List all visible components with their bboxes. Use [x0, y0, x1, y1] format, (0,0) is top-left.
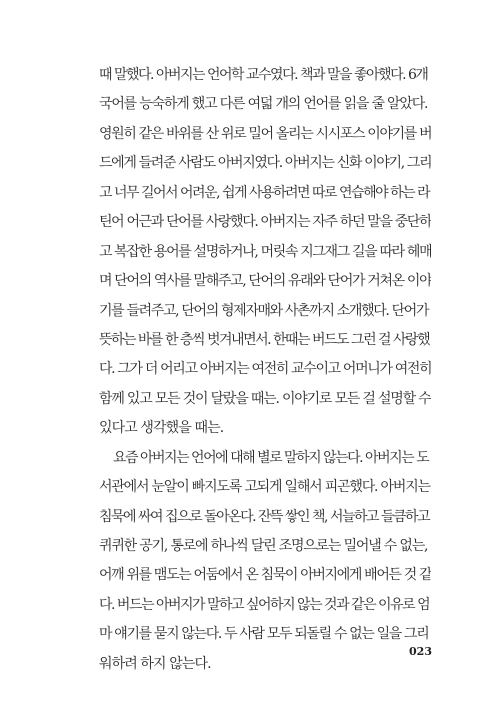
text-line: 함께 있고 모든 것이 달랐을 때는. 이야기로 모든 걸 설명할 수 — [99, 390, 431, 407]
body-text — [99, 61, 431, 679]
text-line: 있다고 생각했을 때는. — [99, 420, 224, 437]
text-line: 요즘 아버지는 언어에 대해 별로 말하지 않는다. 아버지는 도 — [113, 449, 429, 466]
text-line: 틴어 어근과 단어를 사랑했다. 아버지는 자주 하던 말을 중단하 — [99, 214, 431, 231]
text-line: 뜻하는 바를 한 층씩 벗겨내면서. 한때는 버드도 그런 걸 사랑했 — [99, 331, 430, 348]
text-line: 마 얘기를 묻지 않는다. 두 사람 모두 되돌릴 수 없는 일을 그리 — [99, 626, 429, 643]
text-line: 드에게 들려준 사람도 아버지였다. 아버지는 신화 이야기, 그리 — [99, 155, 431, 172]
text-line: 어깨 위를 맴도는 어둠에서 온 침묵이 아버지에게 배어든 것 같 — [99, 567, 431, 584]
text-line: 기를 들려주고, 단어의 형제자매와 사촌까지 소개했다. 단어가 — [99, 302, 429, 319]
text-line: 침묵에 싸여 집으로 돌아온다. 잔뜩 쌓인 책, 서늘하고 들큼하고 — [99, 508, 430, 525]
text-line: 워하려 하지 않는다. — [99, 655, 211, 672]
text-line: 서관에서 눈알이 빠지도록 고되게 일해서 피곤했다. 아버지는 — [99, 479, 430, 496]
text-line: 다. 그가 더 어리고 아버지는 여전히 교수이고 어머니가 여전히 — [99, 361, 431, 378]
text-line: 국어를 능숙하게 했고 다른 여덟 개의 언어를 읽을 줄 알았다. — [99, 96, 428, 113]
text-line: 며 단어의 역사를 말해주고, 단어의 유래와 단어가 거쳐온 이야 — [99, 273, 431, 290]
text-line: 영원히 같은 바위를 산 위로 밀어 올리는 시시포스 이야기를 버 — [99, 125, 431, 142]
text-line: 퀴퀴한 공기, 통로에 하나씩 달린 조명으로는 밀어낼 수 없는, — [99, 538, 428, 554]
text-line: 때 말했다. 아버지는 언어학 교수였다. 책과 말을 좋아했다. 6개 — [99, 67, 428, 83]
paragraph — [99, 444, 431, 680]
text-line: 고 복잡한 용어를 설명하거나, 머릿속 지그재그 길을 따라 헤매 — [99, 243, 431, 260]
page-number: 023 — [409, 645, 432, 658]
paragraph — [99, 61, 431, 444]
text-line: 고 너무 길어서 어려운, 쉽게 사용하려면 따로 연습해야 하는 라 — [99, 184, 430, 201]
text-line: 다. 버드는 아버지가 말하고 싶어하지 않는 것과 같은 이유로 엄 — [99, 596, 430, 613]
